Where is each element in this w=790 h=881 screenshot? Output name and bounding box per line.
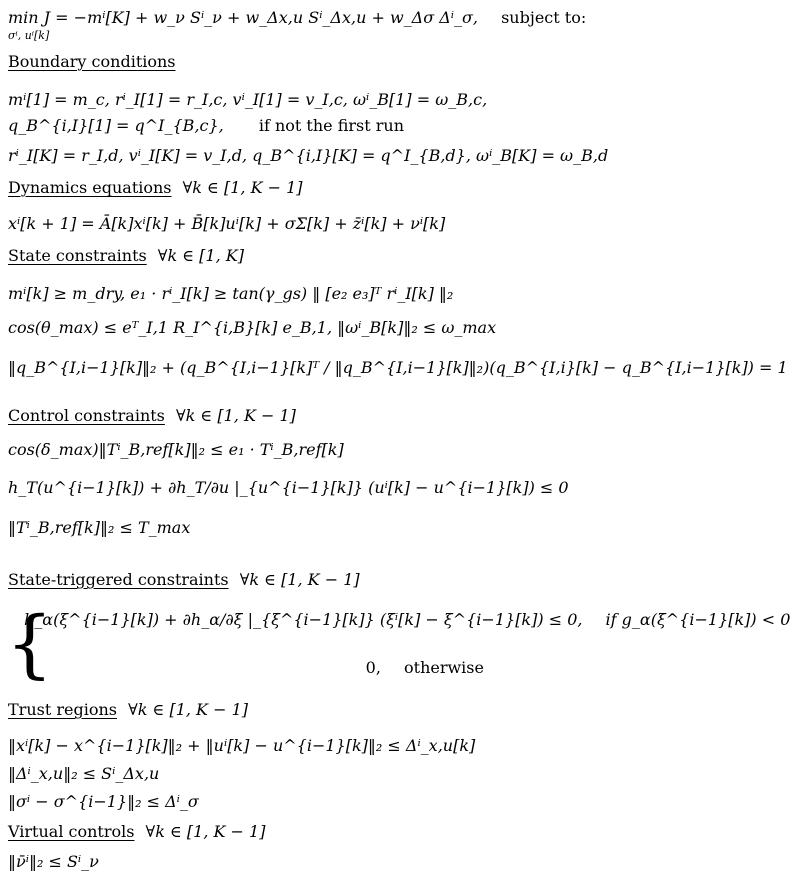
section-heading: Boundary conditions — [8, 52, 176, 71]
dynamics-eq-1: xⁱ[k + 1] = Ā[k]xⁱ[k] + B̄[k]uⁱ[k] + σΣ̄[k] + z̄ⁱ[k] + νⁱ[k] — [8, 214, 446, 233]
control-eq-2: h_T(u^{i−1}[k]) + ∂h_T/∂u |_{u^{i−1}[k]} (uⁱ[k] − u^{i−1}[k]) ≤ 0 — [8, 478, 569, 497]
objective — [8, 8, 587, 42]
trust-eq-3: ‖σⁱ − σ^{i−1}‖₂ ≤ Δⁱ_σ — [8, 792, 199, 811]
state-triggered-cases — [6, 598, 790, 690]
stc-case-1 — [24, 610, 790, 630]
section-virtual — [8, 822, 544, 842]
section-heading: Dynamics equations — [8, 178, 172, 197]
trust-eq-1: ‖xⁱ[k] − x^{i−1}[k]‖₂ + ‖uⁱ[k] − u^{i−1}[k]‖₂ ≤ Δⁱ_x,u[k] — [8, 736, 476, 755]
section-range: ∀k ∈ [1, K − 1] — [175, 406, 296, 425]
section-range: ∀k ∈ [1, K − 1] — [182, 178, 303, 197]
left-brace: { — [6, 601, 54, 687]
stc-case-1-condition: if g_α(ξ^{i−1}[k]) < 0 — [605, 610, 790, 629]
virtual-eq-1: ‖ν̄ⁱ‖₂ ≤ Sⁱ_ν — [8, 852, 99, 871]
stc-case-2-condition: otherwise — [404, 658, 484, 677]
section-range: ∀k ∈ [1, K − 1] — [239, 570, 360, 589]
boundary-eq-2-expression: q_B^{i,I}[1] = q^I_{B,c}, — [8, 116, 224, 135]
state-eq-1: mⁱ[k] ≥ m_dry, e₁ · rⁱ_I[k] ≥ tan(γ_gs) ‖ [e₂ e₃]ᵀ rⁱ_I[k] ‖₂ — [8, 284, 454, 303]
stc-case-2-expression: 0, — [365, 658, 381, 677]
boundary-eq-2 — [8, 116, 544, 136]
section-control — [8, 406, 544, 426]
section-trust — [8, 700, 544, 720]
section-range: ∀k ∈ [1, K − 1] — [145, 822, 266, 841]
boundary-eq-3: rⁱ_I[K] = r_I,d, vⁱ_I[K] = v_I,d, q_B^{i,I}[K] = q^I_{B,d}, ωⁱ_B[K] = ω_B,d — [8, 146, 609, 165]
state-eq-2: cos(θ_max) ≤ eᵀ_I,1 R_I^{i,B}[k] e_B,1, ‖ωⁱ_B[k]‖₂ ≤ ω_max — [8, 318, 497, 337]
section-state-triggered — [8, 570, 544, 590]
control-eq-3: ‖Tⁱ_B,ref[k]‖₂ ≤ T_max — [8, 518, 191, 537]
section-heading: Control constraints — [8, 406, 165, 425]
objective-subscript: σⁱ, uⁱ[k] — [8, 29, 50, 42]
section-dynamics — [8, 178, 544, 198]
subject-to-label: subject to: — [501, 8, 587, 27]
section-range: ∀k ∈ [1, K] — [157, 246, 244, 265]
boundary-eq-2-note: if not the first run — [258, 116, 405, 135]
control-eq-1: cos(δ_max)‖Tⁱ_B,ref[k]‖₂ ≤ e₁ · Tⁱ_B,ref[k] — [8, 440, 344, 459]
objective-expression: min J = −mⁱ[K] + w_ν Sⁱ_ν + w_Δx,u Sⁱ_Δx,u + w_Δσ Δⁱ_σ, — [8, 8, 478, 27]
section-heading: Trust regions — [8, 700, 117, 719]
section-heading: Virtual controls — [8, 822, 135, 841]
section-heading: State constraints — [8, 246, 147, 265]
state-eq-3: ‖q_B^{I,i−1}[k]‖₂ + (q_B^{I,i−1}[k]ᵀ / ‖q_B^{I,i−1}[k]‖₂)(q_B^{I,i}[k] − q_B^{I,i−1}[k]) = 1 — [8, 358, 788, 377]
boundary-eq-1: mⁱ[1] = m_c, rⁱ_I[1] = r_I,c, vⁱ_I[1] = v_I,c, ωⁱ_B[1] = ω_B,c, — [8, 90, 488, 109]
section-range: ∀k ∈ [1, K − 1] — [128, 700, 248, 719]
section-boundary — [8, 52, 544, 72]
section-state — [8, 246, 544, 266]
stc-case-2 — [366, 658, 546, 678]
stc-case-1-expression: h_α(ξ^{i−1}[k]) + ∂h_α/∂ξ |_{ξ^{i−1}[k]} (ξⁱ[k] − ξ^{i−1}[k]) ≤ 0, — [24, 610, 583, 629]
trust-eq-2: ‖Δⁱ_x,u‖₂ ≤ Sⁱ_Δx,u — [8, 764, 160, 783]
section-heading: State-triggered constraints — [8, 570, 229, 589]
